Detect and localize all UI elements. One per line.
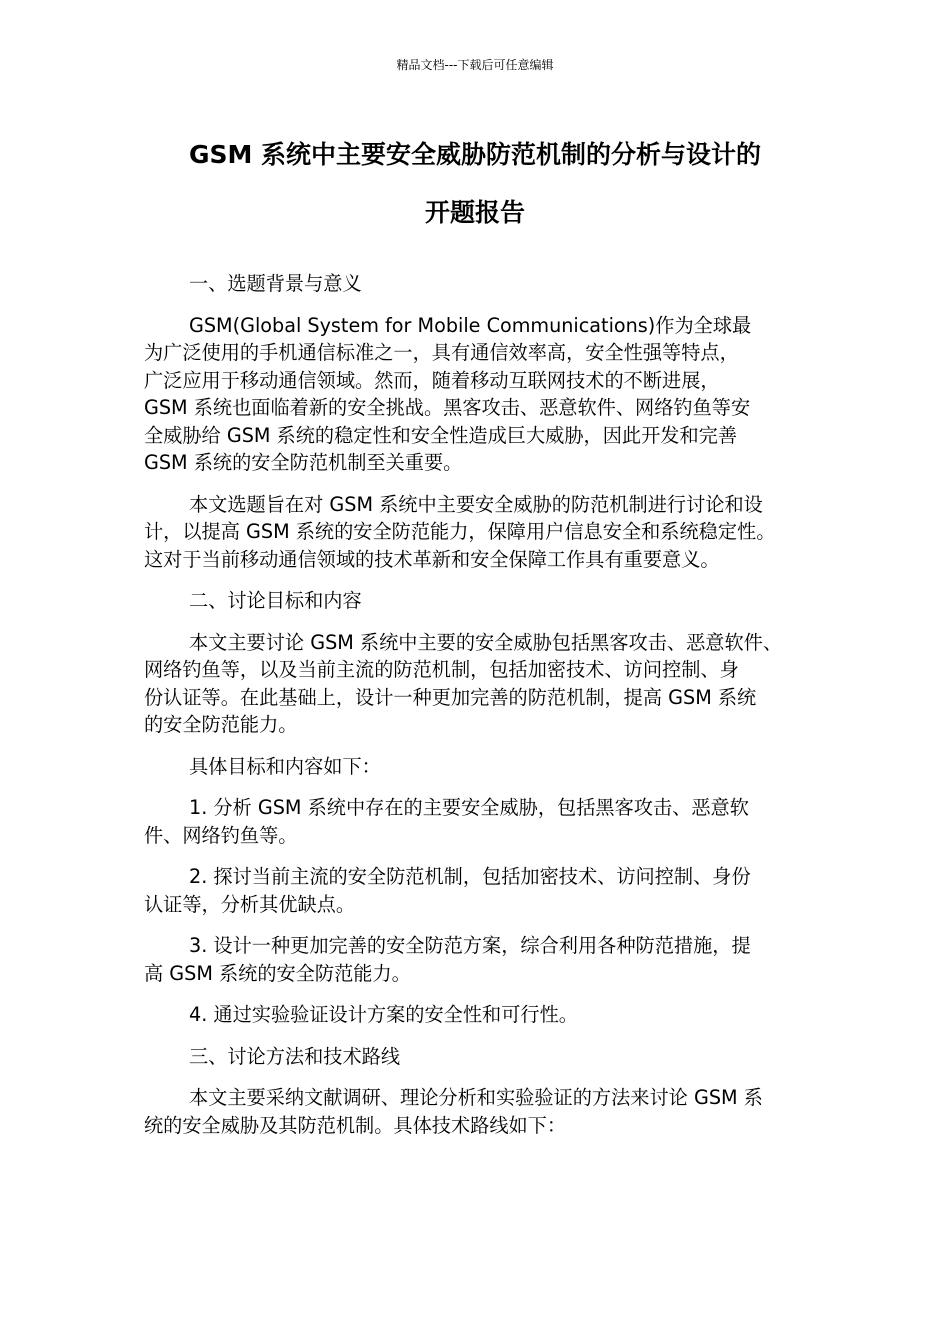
- paragraph: [144, 932, 816, 987]
- paragraph-line: 统的安全威胁及其防范机制。具体技术路线如下：: [144, 1113, 567, 1137]
- paragraph-line: 二、讨论目标和内容: [189, 589, 362, 612]
- paragraph-line: 本文主要讨论 GSM 系统中主要的安全威胁包括黑客攻击、恶意软件、: [189, 630, 783, 654]
- paragraph: [144, 270, 816, 298]
- paragraph-line: 件、网络钓鱼等。: [144, 823, 298, 847]
- header-note: 精品文档---下载后可任意编辑: [396, 58, 554, 72]
- paragraph-line: 1. 分析 GSM 系统中存在的主要安全威胁，包括黑客攻击、恶意软: [189, 796, 749, 819]
- paragraph-line: 这对于当前移动通信领域的技术革新和安全保障工作具有重要意义。: [144, 547, 720, 571]
- paragraph: [144, 629, 816, 739]
- paragraph-line: 4. 通过实验验证设计方案的安全性和可行性。: [189, 1003, 578, 1026]
- paragraph-line: 2. 探讨当前主流的安全防范机制，包括加密技术、访问控制、身份: [189, 865, 751, 888]
- paragraph-line: 一、选题背景与意义: [189, 272, 362, 295]
- paragraph-line: 具体目标和内容如下：: [189, 754, 381, 778]
- paragraph: [144, 1001, 816, 1029]
- paragraph-line: GSM 系统也面临着新的安全挑战。黑客攻击、恶意软件、网络钓鱼等安: [144, 396, 751, 419]
- paragraph-line: 为广泛使用的手机通信标准之一，具有通信效率高，安全性强等特点，: [144, 341, 739, 364]
- paragraph: [144, 587, 816, 615]
- paragraph-line: 认证等，分析其优缺点。: [144, 892, 356, 916]
- paragraph: [144, 863, 816, 918]
- paragraph-line: 计，以提高 GSM 系统的安全防范能力，保障用户信息安全和系统稳定性。: [144, 520, 776, 543]
- paragraph: [144, 794, 816, 849]
- paragraph: [144, 1043, 816, 1071]
- paragraph-line: GSM 系统的安全防范机制至关重要。: [144, 451, 463, 474]
- paragraph-line: 三、讨论方法和技术路线: [189, 1044, 401, 1068]
- paragraph-line: 的安全防范能力。: [144, 713, 298, 736]
- paragraph: [144, 753, 816, 781]
- paragraph-line: GSM(Global System for Mobile Communications)作为全球最: [189, 313, 752, 337]
- paragraph-line: 份认证等。在此基础上，设计一种更加完善的防范机制，提高 GSM 系统: [144, 685, 757, 709]
- document-body: [144, 270, 816, 1153]
- paragraph-line: 广泛应用于移动通信领域。然而，随着移动互联网技术的不断进展，: [144, 368, 720, 392]
- paragraph-line: 3. 设计一种更加完善的安全防范方案，综合利用各种防范措施，提: [189, 934, 751, 957]
- paragraph-line: 网络钓鱼等，以及当前主流的防范机制，包括加密技术、访问控制、身: [144, 658, 739, 681]
- paragraph-line: 本文选题旨在对 GSM 系统中主要安全威胁的防范机制进行讨论和设: [189, 492, 763, 516]
- paragraph-line: 全威胁给 GSM 系统的稳定性和安全性造成巨大威胁，因此开发和完善: [144, 423, 738, 447]
- paragraph: [144, 1084, 816, 1139]
- paragraph: [144, 491, 816, 574]
- paragraph-line: 本文主要采纳文献调研、理论分析和实验验证的方法来讨论 GSM 系: [189, 1086, 763, 1109]
- paragraph-line: 高 GSM 系统的安全防范能力。: [144, 961, 411, 985]
- document-title-line-1: GSM 系统中主要安全威胁防范机制的分析与设计的: [188, 140, 762, 169]
- paragraph: [144, 312, 816, 477]
- document-title-line-2: 开题报告: [424, 198, 525, 227]
